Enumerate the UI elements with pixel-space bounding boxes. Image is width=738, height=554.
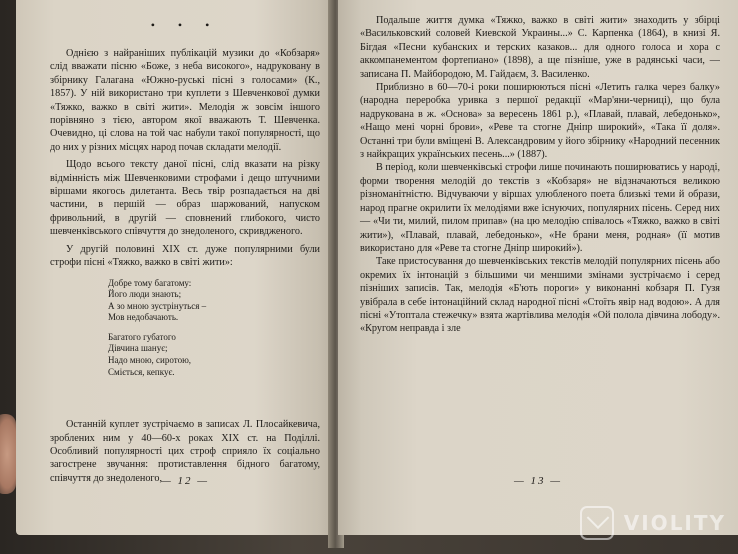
poem-line: Дівчина шанує;: [108, 343, 168, 354]
poem-line: Сміється, кепкує.: [108, 366, 175, 377]
poem-line: Надо мною, сиротою,: [108, 355, 192, 366]
violity-logo-icon: [580, 506, 614, 540]
paragraph: В період, коли шевченківські строфи лише починають поширюватись у народі, форми творення мелодій до текстів з «Кобзаря» не відзначаються великою різноманітністю. Відчуваючи у віршах улюбленого поета близькі теми й образи, народ прагне окрилити їх мелодіями вже існуючих, популярних пісень. Серед них — «Чи ти, милий, пилом припав» (на цю мелодію співалось «Тяжко, важко в світі жити»), «Плавай, плавай, лебедонько», «Не брани меня, родная» (її мотив використано для «Реве та стогне Дніпр широкий»).: [360, 162, 720, 254]
poem-line: Мов недобачають.: [108, 312, 179, 323]
paragraph: Подальше життя думка «Тяжко, важко в світі жити» знаходить у збірці «Васильковский соловей Киевской Украины...» С. Карпенка (1864), в книзі Я. Бігдая «Песни кубанских и терских казаков... для одного голоса и хора с аккомпанементом фортепиано» (1898), а ще пізніше, уже в радянські часи, — записана П. Майбородою, М. Гайдаєм, З. Василенко.: [360, 15, 720, 80]
poem-line: А зо мною зустрінуться –: [108, 300, 207, 311]
page-number: — 12 —: [160, 475, 210, 487]
open-book: [8, 0, 738, 548]
watermark-text: VIOLITY: [623, 511, 726, 535]
right-page: [338, 0, 738, 535]
paragraph: У другій половині XIX ст. дуже популярними були строфи пісні «Тяжко, важко в світі жити»:: [50, 243, 320, 269]
watermark: [580, 506, 726, 540]
poem: [108, 278, 320, 379]
section-ornament: • • •: [150, 18, 220, 32]
left-page: [16, 0, 334, 535]
paragraph: Приблизно в 60—70-і роки поширюються пісні «Летить галка через балку» (народна переробка уривка з першої редакції «Мар'яни-черниці), що була надрукована в ж. «Основа» за вересень 1861 р.), «Плавай, плавай, лебедонько», «Нащо мені чорні брови», «Реве та стогне Дніпр широкий», «Така її доля». Останні три були вміщені В. Александровим у його збірнику «Народний песенник з найкращих українських песень...» (1887).: [360, 82, 720, 161]
paragraph: Щодо всього тексту даної пісні, слід вказати на різку відмінність між Шевченковими строфами і дещо штучними віршами якогось дилетанта. Весь твір розпадається на дві частини, в першій — образ шаржований, напуском фривольний, в другій — сповнений глибокого, чисто шевченківського співчуття до знедоленого, скривдженого.: [50, 159, 320, 238]
poem-line: Багатого губатого: [108, 331, 176, 342]
finger-thumb: [0, 414, 16, 494]
paragraph: Однією з найраніших публікацій музики до «Кобзаря» слід вважати пісню «Боже, з неба високого», надруковану в збірнику Галагана «Южно-руські пісні з голосами» (К., 1857). У ній використано три куплети з Шевченкової думки «Тяжко, важко в світі жити». Мелодія ж зовсім іншого порівняно з тією, автором якої вважають Т. Шевченка. Очевидно, ці слова на той час набули такої популярності, що до них у різних місцях народ почав складати мелодії.: [50, 48, 320, 153]
poem-line: Добре тому багатому:: [108, 277, 192, 288]
poem-line: Його люди знають;: [108, 289, 182, 300]
page-number: — 13 —: [513, 475, 563, 487]
paragraph: Останній куплет зустрічаємо в записах Л. Плосайкевича, зроблених ним у 40—60-х роках XIX ст. на Поділлі. Особливий популярності цих строф сприяло їх соціально загострене звучання: протиставлення бідного багатому, співчуття до знедоленого,: [50, 419, 320, 484]
paragraph: Таке пристосування до шевченківських текстів мелодій популярних пісень або окремих їх інтонацій з більшими чи меншими змінами зустрічаємо і серед пізніших записів. Так, мелодія «Б'ють пороги» у виконанні кобзаря П. Гузя увібрала в себе інтонаційний склад народної пісні «Стоїть явір над водою». А для пісні «Утоптала стежечку» взята жартівлива мелодія «Ой полола дівчина лободу». «Кругом неправда і зле: [360, 256, 720, 335]
